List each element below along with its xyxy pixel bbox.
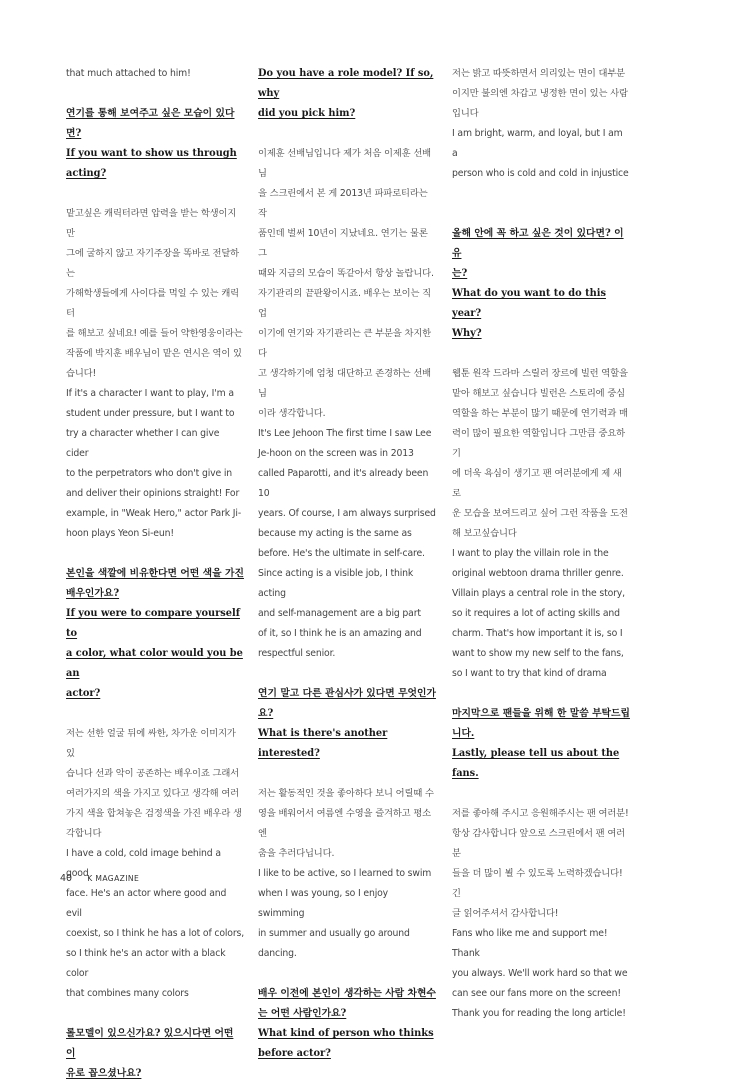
answer-paragraph: that much attached to him! bbox=[66, 68, 191, 79]
question-heading: 배우 이전에 본인이 생각하는 사람 차현수 는 어떤 사람인가요? What kind of person who thinks before actor? bbox=[258, 988, 436, 1059]
paragraph-spacer bbox=[452, 184, 630, 204]
answer-paragraph: 맡고싶은 캐릭터라면 압력을 받는 학생이지만 그에 굴하지 않고 자기주장을 똑바로 전달하는 가해학생들에게 사이다를 먹일 수 있는 캐릭터 를 해보고 싶네요! 예를 들어 약한영웅이라는 작품에 박지훈 배우님이 맡은 연시은 역이 있 습니다! bbox=[66, 208, 243, 379]
answer-paragraph: I am bright, warm, and loyal, but I am a person who is cold and cold in injustice bbox=[452, 128, 629, 179]
question-heading: 마지막으로 팬들을 위해 한 말씀 부탁드립 니다. Lastly, please tell us about the fans. bbox=[452, 708, 630, 779]
text-column-3 bbox=[452, 64, 630, 1024]
paragraph-spacer bbox=[452, 344, 630, 364]
answer-paragraph: It's Lee Jehoon The first time I saw Lee Je-hoon on the screen was in 2013 called Paparotti, and it's already been 10 years. Of course, I am always surprised because my acting is the same as before. He's the ultimate in self-care. Since acting is a visible job, I think acting and self-management are a big part of it, so I think he is an amazing and respectful senior. bbox=[258, 428, 436, 659]
question-heading: 올해 안에 꼭 하고 싶은 것이 있다면? 이유 는? What do you want to do this year? Why? bbox=[452, 228, 624, 339]
paragraph-spacer bbox=[452, 204, 630, 224]
paragraph-spacer bbox=[258, 124, 436, 144]
answer-paragraph: I have a cold, cold image behind a good face. He's an actor where good and evil coexist, so I think he has a lot of colors, so I think he's an actor with a black color that combines many colors bbox=[66, 848, 245, 999]
paragraph-spacer bbox=[66, 544, 244, 564]
paragraph-spacer bbox=[66, 1004, 244, 1024]
answer-paragraph: 저는 선한 얼굴 뒤에 싸한, 차가운 이미지가 있 습니다 선과 악이 공존하는 배우이죠 그래서 여러가지의 색을 가지고 있다고 생각해 여러 가지 색을 합쳐놓은 검정색을 가진 배우라 생 각합니다 bbox=[66, 728, 242, 839]
paragraph-spacer bbox=[258, 764, 436, 784]
magazine-name: K MAGAZINE bbox=[87, 874, 140, 883]
answer-paragraph: If it's a character I want to play, I'm a student under pressure, but I want to try a character whether I can give cider to the perpetrators who don't give in and deliver their opinions straight! For example, in "Weak Hero," actor Park Ji- hoon plays Yeon Si-eun! bbox=[66, 388, 242, 539]
question-heading: 연기를 통해 보여주고 싶은 모습이 있다면? If you want to show us through acting? bbox=[66, 108, 237, 179]
page-footer bbox=[60, 866, 139, 885]
text-column-2 bbox=[258, 64, 436, 1064]
page-number: 40 bbox=[60, 873, 73, 884]
paragraph-spacer bbox=[258, 964, 436, 984]
answer-paragraph: 저를 좋아해 주시고 응원해주시는 팬 여러분! 항상 감사합니다 앞으로 스크린에서 팬 여러분 들을 더 많이 뵐 수 있도록 노력하겠습니다! 긴 글 읽어주셔서 감사합니다! bbox=[452, 808, 629, 919]
text-column-1 bbox=[66, 64, 244, 1084]
paragraph-spacer bbox=[66, 704, 244, 724]
question-heading: 본인을 색깔에 비유한다면 어떤 색을 가진 배우인가요? If you were to compare yourself to a color, what color would you be an actor? bbox=[66, 568, 244, 699]
answer-paragraph: I want to play the villain role in the original webtoon drama thriller genre. Villain plays a central role in the story, so it requires a lot of acting skills and charm. That's how important it is, so I want to show my new self to the fans, so I want to try that kind of drama bbox=[452, 548, 625, 679]
answer-paragraph: 저는 밝고 따뜻하면서 의리있는 면이 대부분 이지만 불의엔 차갑고 냉정한 면이 있는 사람 입니다 bbox=[452, 68, 628, 119]
answer-paragraph: 이제훈 선배님입니다 제가 처음 이제훈 선배님 을 스크린에서 본 게 2013년 파파로티라는 작 품인데 벌써 10년이 지났네요. 연기는 물론 그 때와 지금의 모습이 똑같아서 항상 놀랍니다. 자기관리의 끝판왕이시죠. 배우는 보이는 직업 이기에 연기와 자기관리는 큰 부분을 차지한다 고 생각하기에 엄청 대단하고 존경하는 선배님 이라 생각합니다. bbox=[258, 148, 434, 419]
question-heading: Do you have a role model? If so, why did you pick him? bbox=[258, 68, 434, 119]
paragraph-spacer bbox=[452, 684, 630, 704]
paragraph-spacer bbox=[452, 784, 630, 804]
answer-paragraph: 저는 활동적인 것을 좋아하다 보니 어릴때 수 영을 배워어서 여름엔 수영을 즐겨하고 평소엔 춤을 추러다닙니다. bbox=[258, 788, 434, 859]
answer-paragraph: Fans who like me and support me! Thank you always. We'll work hard so that we can see our fans more on the screen! Thank you for reading the long article! bbox=[452, 928, 628, 1019]
paragraph-spacer bbox=[66, 184, 244, 204]
paragraph-spacer bbox=[258, 664, 436, 684]
paragraph-spacer bbox=[66, 84, 244, 104]
answer-paragraph: 웹툰 원작 드라마 스릴러 장르에 빌런 역할을 맡아 해보고 싶습니다 빌런은 스토리에 중심 역할을 하는 부분이 많기 때문에 연기력과 매 력이 많이 필요한 역할입니다 그만큼 중요하기 에 더욱 욕심이 생기고 팬 여러분에게 제 새로 운 모습을 보여드리고 싶어 그런 작품을 도전 해 보고싶습니다 bbox=[452, 368, 628, 539]
answer-paragraph: I like to be active, so I learned to swim when I was young, so I enjoy swimming in summer and usually go around dancing. bbox=[258, 868, 432, 959]
question-heading: 롤모델이 있으신가요? 있으시다면 어떤 이 유로 꼽으셨나요? bbox=[66, 1028, 234, 1079]
question-heading: 연기 말고 다른 관심사가 있다면 무엇인가 요? What is there's another interested? bbox=[258, 688, 436, 759]
